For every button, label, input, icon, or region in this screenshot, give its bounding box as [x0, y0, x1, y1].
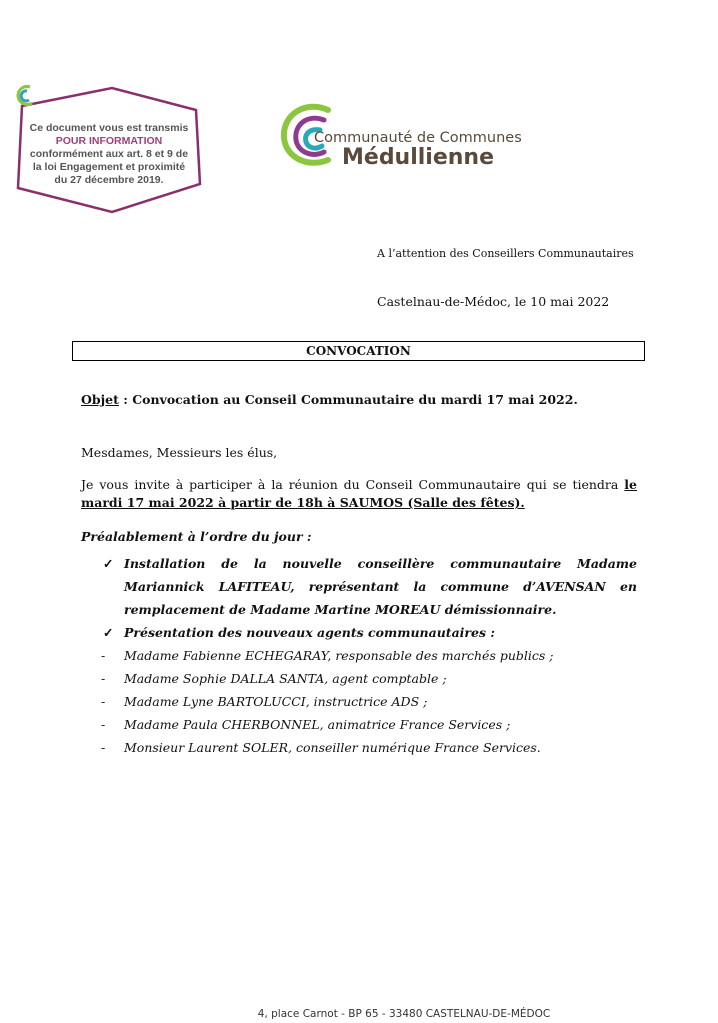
list-item-text: Madame Fabienne ECHEGARAY, responsable des marchés publics ; [124, 648, 554, 663]
list-item-text: Monsieur Laurent SOLER, conseiller numérique France Services. [124, 740, 541, 755]
list-item [81, 690, 637, 713]
stamp-line-1: Ce document vous est transmis [29, 122, 189, 134]
list-item [81, 644, 637, 667]
stamp-line-5: du 27 décembre 2019. [54, 174, 164, 186]
invitation-paragraph [81, 476, 637, 512]
logo-line-1: Communauté de Communes [314, 130, 522, 146]
dash-bullet: - [101, 648, 106, 663]
dash-bullet: - [101, 717, 106, 732]
list-item-text: Madame Paula CHERBONNEL, animatrice France Services ; [124, 717, 511, 732]
dash-bullet: - [101, 694, 106, 709]
list-item [81, 552, 637, 621]
stamp-text [14, 122, 204, 187]
list-item [81, 736, 637, 759]
list-item [81, 621, 637, 644]
document-heading: CONVOCATION [72, 341, 645, 361]
stamp-line-4: la loi Engagement et proximité [32, 161, 186, 173]
invitation-text: Je vous invite à participer à la réunion du Conseil Communautaire qui se tiendra [81, 477, 625, 492]
list-item-text: Madame Sophie DALLA SANTA, agent comptable ; [124, 671, 447, 686]
stamp-line-3: conformément aux art. 8 et 9 de [29, 148, 189, 160]
information-stamp [14, 84, 204, 214]
stamp-logo-icon [14, 84, 36, 108]
footer-address: 4, place Carnot - BP 65 - 33480 CASTELNAU-DE-MÉDOC [257, 1008, 551, 1020]
subject-label: Objet [81, 392, 119, 407]
logo-line-2: Médullienne [342, 145, 495, 170]
agenda-list [81, 552, 637, 759]
checkmark-icon: ✓ [103, 625, 114, 640]
agenda-intro: Préalablement à l’ordre du jour : [81, 529, 312, 544]
checkmark-icon: ✓ [103, 556, 114, 571]
organization-logo [276, 100, 536, 180]
salutation: Mesdames, Messieurs les élus, [81, 445, 278, 460]
invitation-emphasis: le mardi 17 mai 2022 à partir de 18h à SAUMOS (Salle des fêtes). [81, 477, 637, 510]
recipient-line: A l’attention des Conseillers Communautaires [377, 247, 634, 260]
dash-bullet: - [101, 740, 106, 755]
place-date: Castelnau-de-Médoc, le 10 mai 2022 [377, 294, 610, 309]
list-item-text: Installation de la nouvelle conseillère communautaire Madame Mariannick LAFITEAU, représentant la commune d’AVENSAN en remplacement de Madame Martine MOREAU démissionnaire. [124, 556, 637, 617]
subject-line [81, 392, 578, 407]
dash-bullet: - [101, 671, 106, 686]
subject-text: : Convocation au Conseil Communautaire du mardi 17 mai 2022. [118, 392, 578, 407]
list-item [81, 667, 637, 690]
stamp-line-2: POUR INFORMATION [55, 135, 163, 147]
list-item-text: Madame Lyne BARTOLUCCI, instructrice ADS ; [124, 694, 428, 709]
list-item [81, 713, 637, 736]
list-item-text: Présentation des nouveaux agents communautaires : [124, 625, 495, 640]
